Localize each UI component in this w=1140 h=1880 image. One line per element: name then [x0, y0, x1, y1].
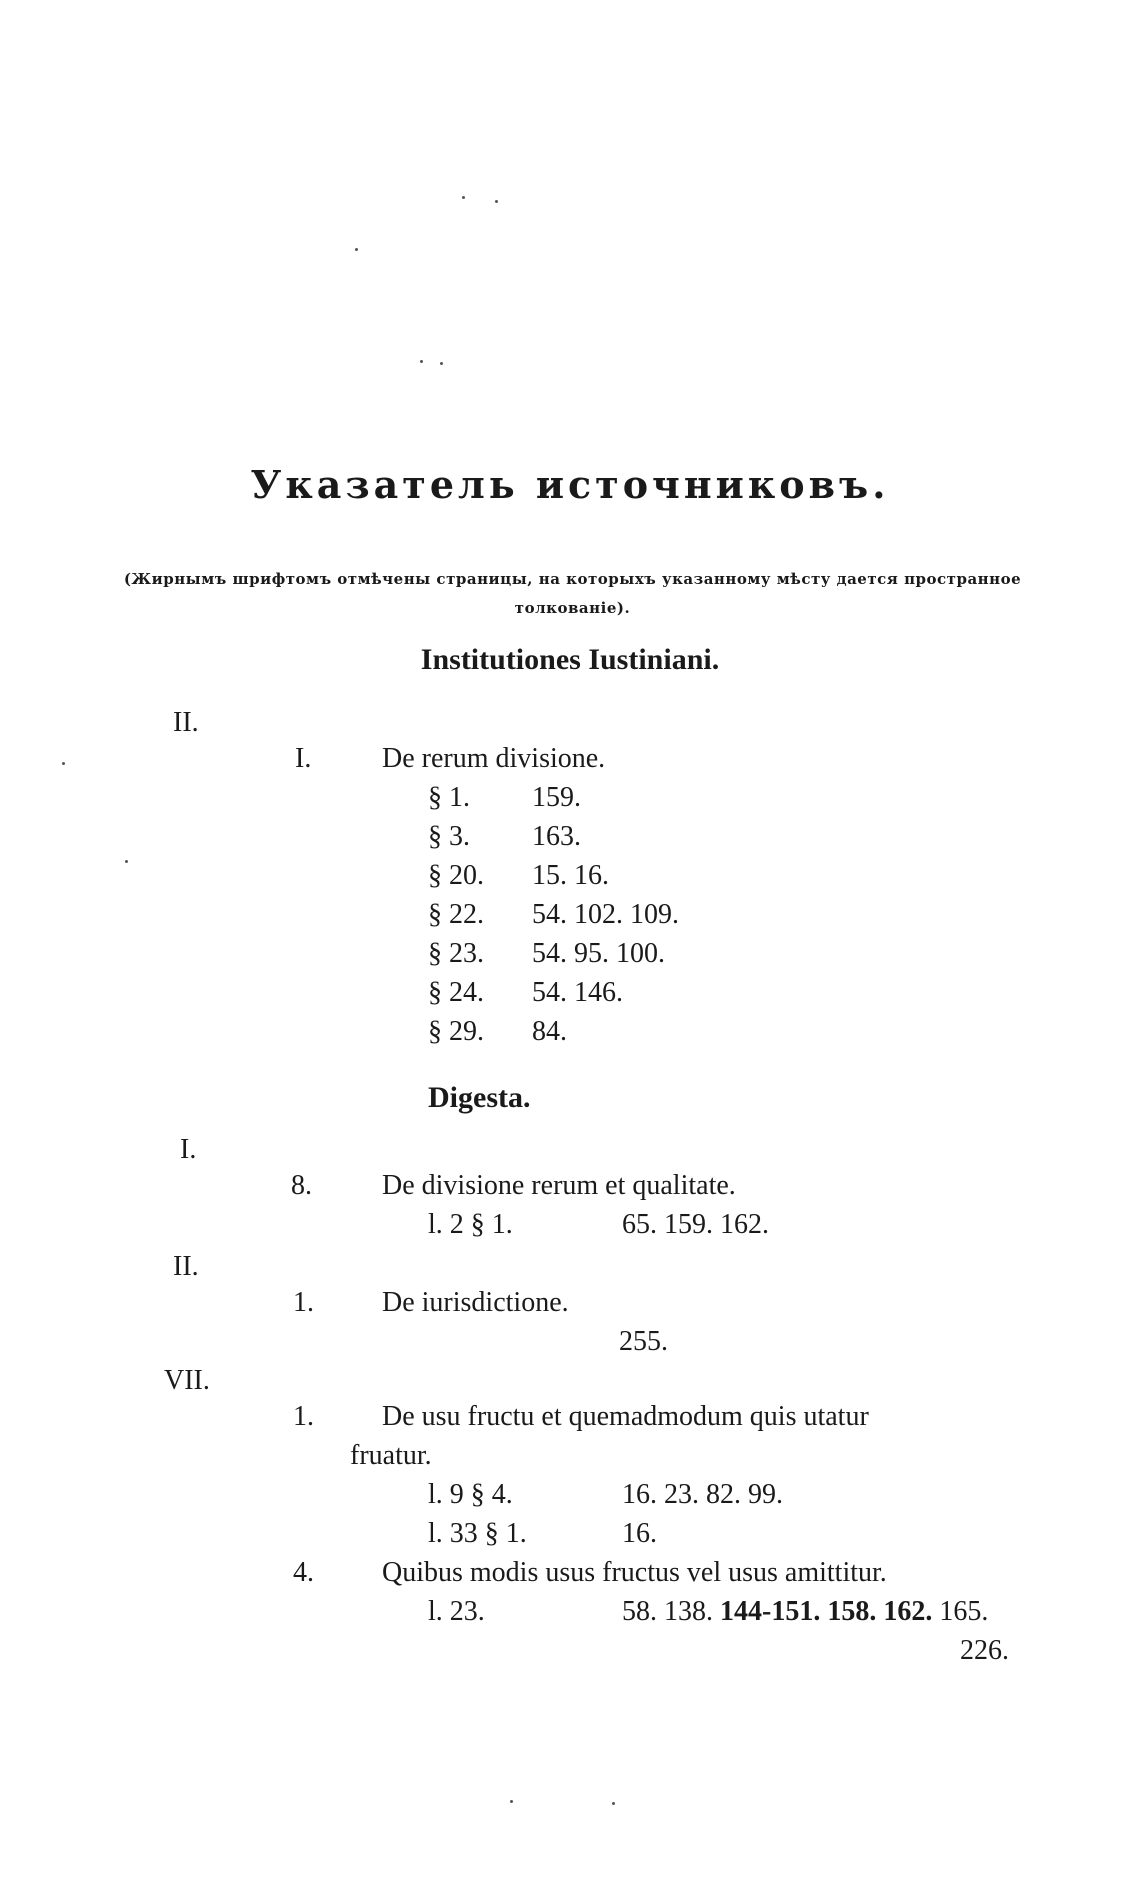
page-refs: 15. 16. [532, 860, 609, 891]
page-refs: 54. 102. 109. [532, 899, 679, 930]
page-refs: 54. 95. 100. [532, 938, 665, 969]
scan-speck [355, 248, 358, 251]
page-refs: 84. [532, 1016, 567, 1047]
page-refs-line [622, 1596, 988, 1628]
title-note: (Жирнымъ шрифтомъ отмѣчены страницы, на которыхъ указанному мѣсту дается пространное толкованіе). [123, 570, 1022, 617]
scan-speck [62, 762, 65, 765]
scan-speck [440, 362, 443, 365]
scan-speck [462, 196, 465, 199]
paragraph-ref: § 3. [428, 821, 470, 852]
page-refs: 16. [622, 1518, 657, 1549]
law-ref: l. 33 § 1. [428, 1518, 527, 1549]
title-number: 1. [293, 1401, 314, 1432]
paragraph-ref: § 20. [428, 860, 484, 891]
page-refs: 16. 23. 82. 99. [622, 1479, 783, 1510]
paragraph-ref: § 29. [428, 1016, 484, 1047]
page-refs-continued: 226. [960, 1635, 1009, 1666]
law-ref: l. 9 § 4. [428, 1479, 513, 1510]
paragraph-ref: § 24. [428, 977, 484, 1008]
scan-speck [420, 360, 423, 363]
book-number: II. [173, 1251, 199, 1282]
paragraph-ref: § 1. [428, 782, 470, 813]
book-number: VII. [164, 1365, 210, 1396]
title-number: 4. [293, 1557, 314, 1588]
scan-speck [495, 200, 498, 203]
title-name: De usu fructu et quemadmodum quis utatur [382, 1401, 869, 1432]
page-refs-plain: 58. 138. [622, 1596, 720, 1627]
title-number: I. [295, 743, 312, 774]
book-number: II. [173, 707, 199, 738]
book-number: I. [180, 1134, 197, 1165]
scan-speck [612, 1802, 615, 1805]
title-name: De rerum divisione. [382, 743, 606, 774]
paragraph-ref: § 23. [428, 938, 484, 969]
title-number: 8. [291, 1170, 312, 1201]
section-heading-digesta: Digesta. [428, 1081, 531, 1114]
page-refs: 159. [532, 782, 581, 813]
page-refs: 65. 159. 162. [622, 1209, 769, 1240]
section-heading-institutiones: Institutiones Iustiniani. [420, 643, 720, 676]
scan-speck [510, 1800, 513, 1803]
page-refs: 163. [532, 821, 581, 852]
title-name-continued: fruatur. [350, 1440, 432, 1471]
title-number: 1. [293, 1287, 314, 1318]
page-refs-plain: 165. [932, 1596, 989, 1627]
title-name: De iurisdictione. [382, 1287, 569, 1318]
scan-speck [125, 860, 128, 863]
law-ref: l. 23. [428, 1596, 485, 1627]
page-refs: 54. 146. [532, 977, 623, 1008]
page-refs: 255. [619, 1326, 668, 1357]
law-ref: l. 2 § 1. [428, 1209, 513, 1240]
title-name: Quibus modis usus fructus vel usus amittitur. [382, 1557, 887, 1588]
paragraph-ref: § 22. [428, 899, 484, 930]
page-title: Указатель источниковъ. [250, 462, 890, 507]
page-refs-bold: 144-151. 158. 162. [720, 1596, 933, 1627]
title-name: De divisione rerum et qualitate. [382, 1170, 736, 1201]
